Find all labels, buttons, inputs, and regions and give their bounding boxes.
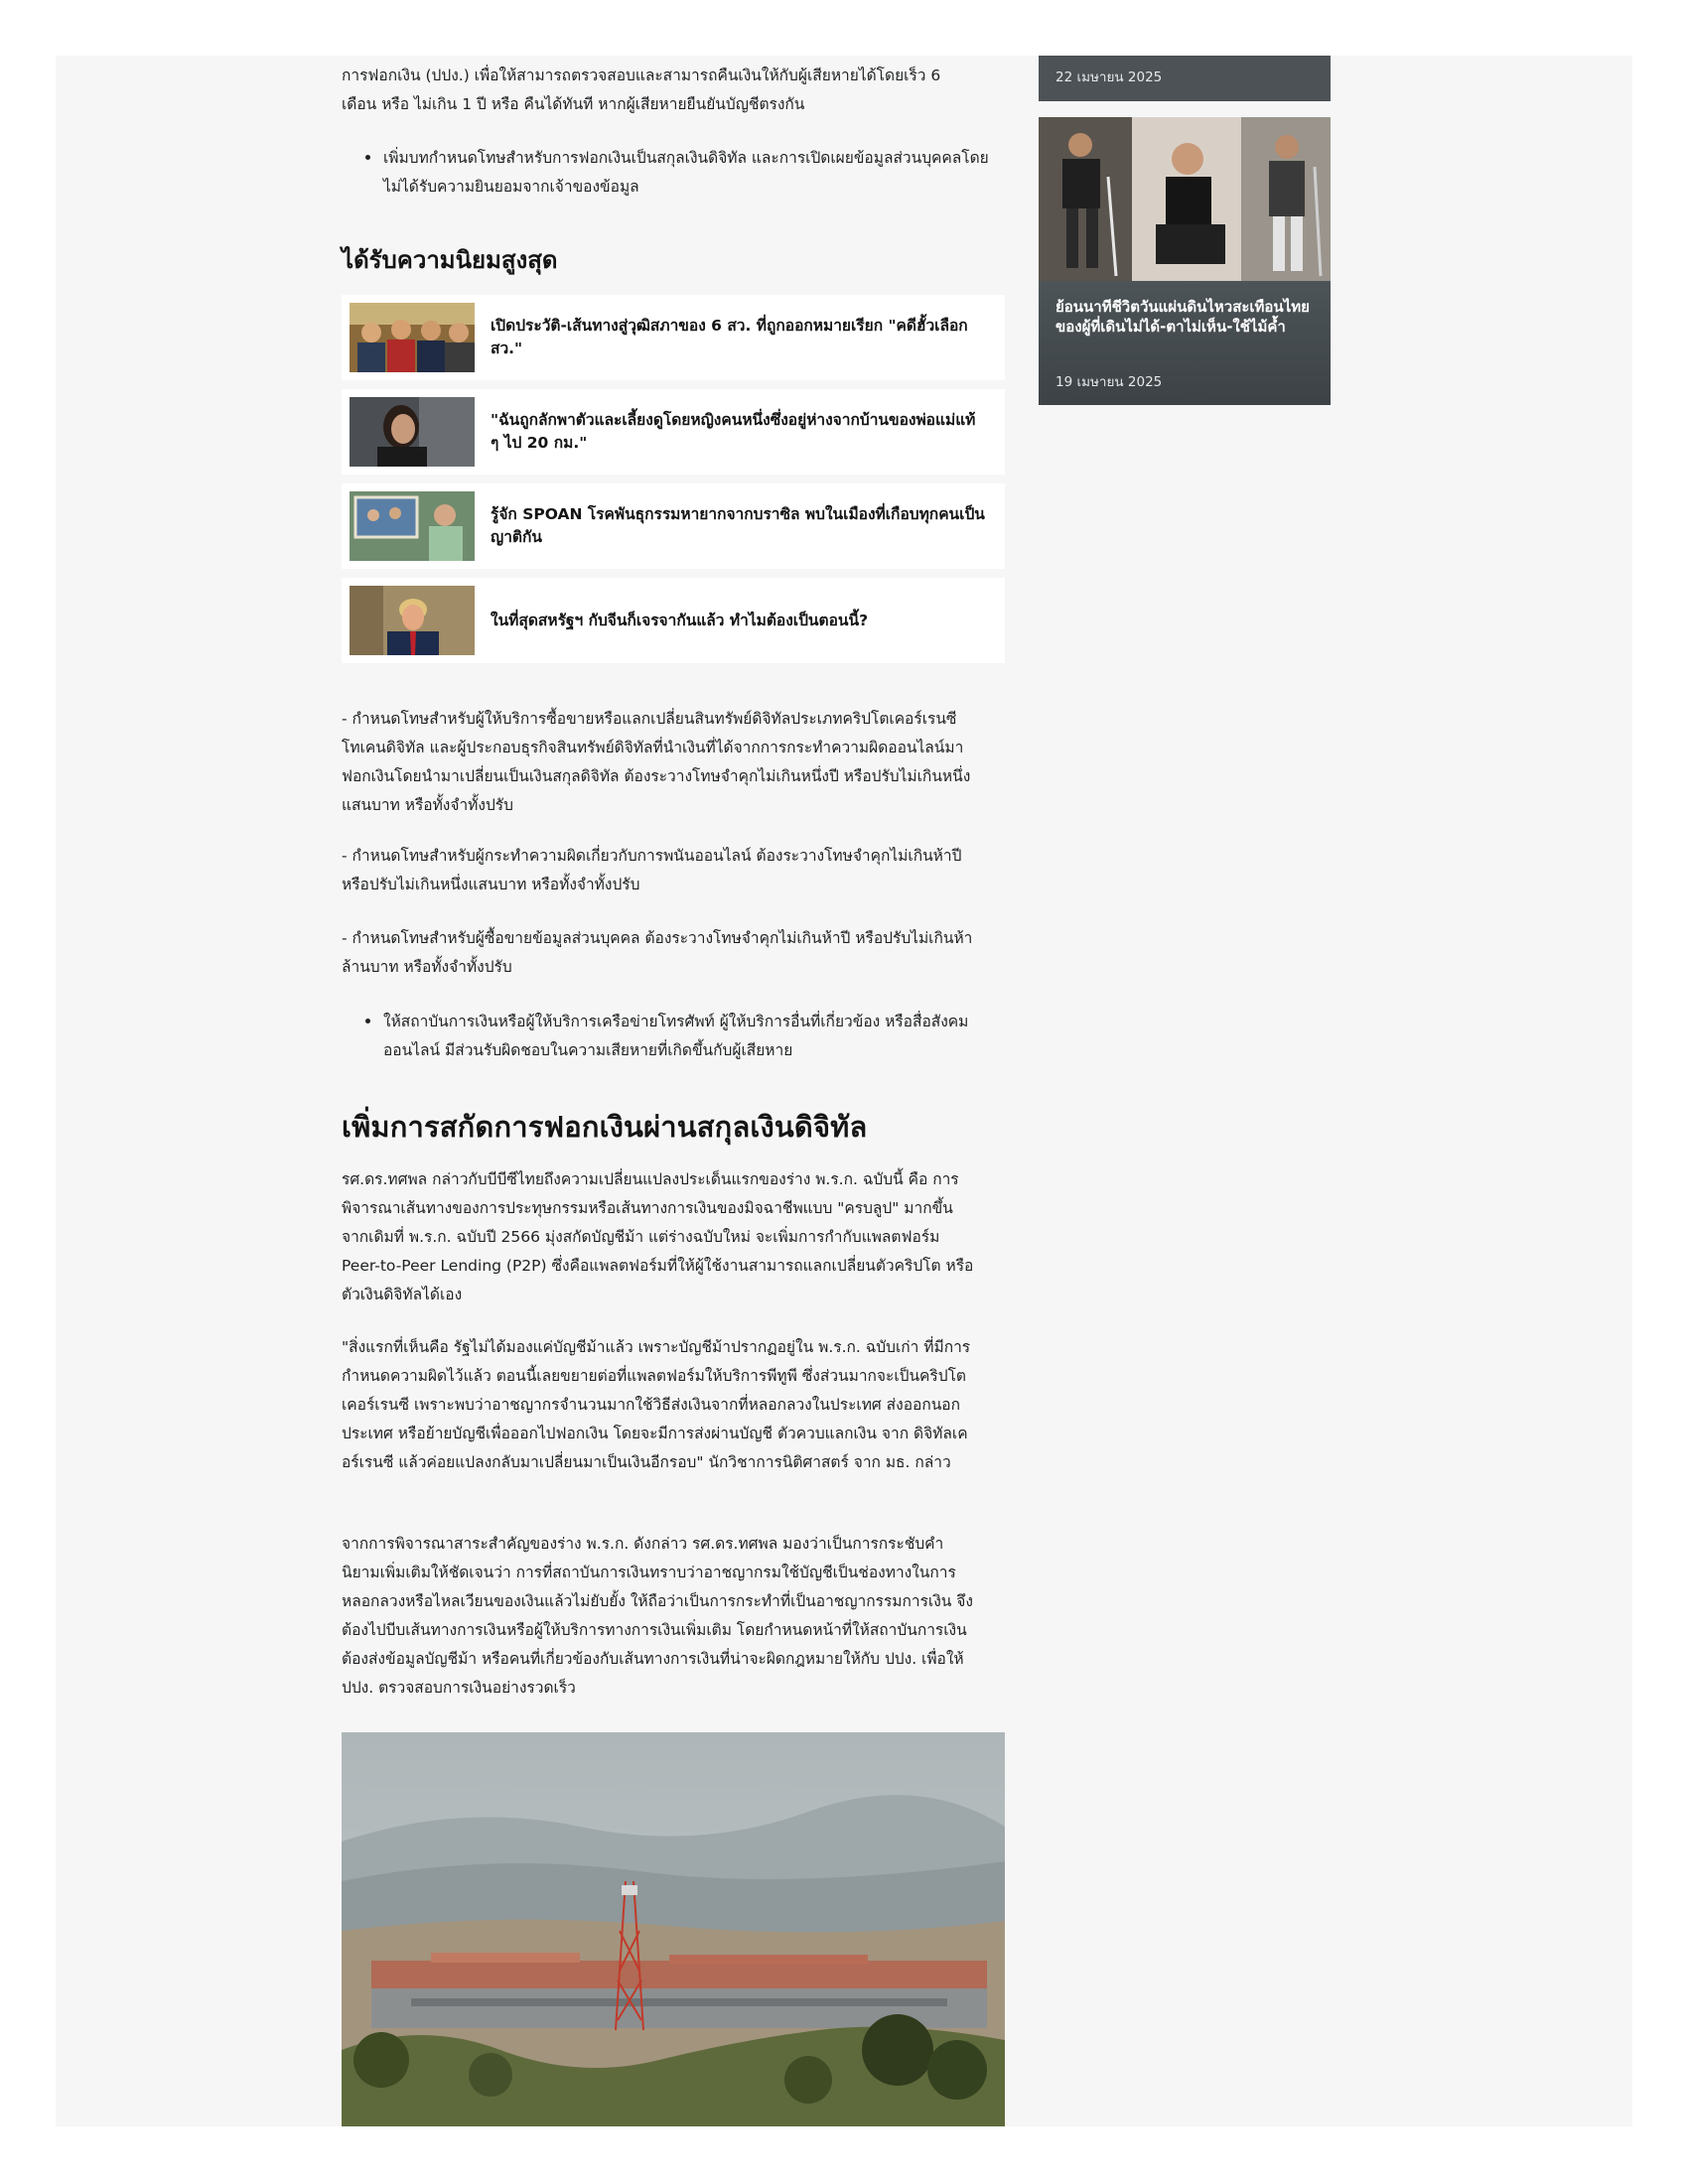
section-paragraph: จากการพิจารณาสาระสำคัญของร่าง พ.ร.ก. ดังกล่าว รศ.ดร.ทศพล มองว่าเป็นการกระชับคำนิยามเพิ่มเติมให้ชัดเจนว่า การที่สถาบันการเงินทราบว่าอาชญากรมใช้บัญชีเป็นช่องทางในการหลอกลวงหรือไหลเวียนของเงินแล้วไม่ยับยั้ง ให้ถือว่าเป็นการกระทำที่เป็นอาชญากรรมการเงิน จึงต้องไปบีบเส้นทางการเงินหรือผู้ให้บริการทางการเงินเพิ่มเติม โดยกำหนดหน้าที่ให้สถาบันการเงินต้องส่งข้อมูลบัญชีม้า หรือคนที่เกี่ยวข้องกับเส้นทางการเงินที่น่าจะผิดกฎหมายให้กับ ปปง. เพื่อให้ ปปง. ตรวจสอบการเงินอย่างรวดเร็ว: [342, 1535, 973, 1697]
card-title[interactable]: ย้อนนาทีชีวิตวันแผ่นดินไหวสะเทือนไทยของผู้ที่เดินไม่ได้-ตาไม่เห็น-ใช้ไม้ค้ำ: [1055, 298, 1310, 336]
popular-item[interactable]: [342, 483, 1005, 569]
section-paragraph: รศ.ดร.ทศพล กล่าวกับบีบีซีไทยถึงความเปลี่ยนแปลงประเด็นแรกของร่าง พ.ร.ก. ฉบับนี้ คือ การพิจารณาเส้นทางของการประทุษกรรมหรือเส้นทางการเงินของมิจฉาชีพแบบ "ครบลูป" มากขึ้น จากเดิมที่ พ.ร.ก. ฉบับปี 2566 มุ่งสกัดบัญชีม้า แต่ร่างฉบับใหม่ จะเพิ่มการกำกับแพลตฟอร์ม Peer-to-Peer Lending (P2P) ซึ่งคือแพลตฟอร์มที่ให้ผู้ใช้งานสามารถแลกเปลี่ยนตัวคริปโต หรือตัวเงินดิจิทัลได้เอง: [342, 1170, 974, 1303]
section-paragraph: "สิ่งแรกที่เห็นคือ รัฐไม่ได้มองแค่บัญชีม้าแล้ว เพราะบัญชีม้าปรากฏอยู่ใน พ.ร.ก. ฉบับเก่า ที่มีการกำหนดความผิดไว้แล้ว ตอนนี้เลยขยายต่อที่แพลตฟอร์มให้บริการพีทูพี ซึ่งส่วนมากจะเป็นคริปโตเคอร์เรนซี เพราะพบว่าอาชญากรจำนวนมากใช้วิธีส่งเงินจากที่หลอกลวงในประเทศ ส่งออกนอกประเทศ หรือย้ายบัญชีเพื่อออกไปฟอกเงิน โดยจะมีการส่งผ่านบัญชี ตัวควบแลกเงิน จาก ดิจิทัลเคอร์เรนซี แล้วค่อยแปลงกลับมาเปลี่ยนมาเป็นเงินอีกรอบ" นักวิชาการนิติศาสตร์ จาก มธ. กล่าว: [342, 1338, 971, 1471]
popular-thumbnail: [350, 397, 475, 467]
popular-thumbnail: [350, 586, 475, 655]
popular-thumbnail: [350, 303, 475, 372]
popular-thumbnail: [350, 491, 475, 561]
card-date: 19 เมษายน 2025: [1055, 374, 1163, 390]
popular-title[interactable]: เปิดประวัติ-เส้นทางสู่วุฒิสภาของ 6 สว. ที่ถูกออกหมายเรียก "คดีฮั้วเลือก สว.": [491, 317, 968, 357]
data-paragraph: - กำหนดโทษสำหรับผู้ซื้อขายข้อมูลส่วนบุคคล ต้องระวางโทษจำคุกไม่เกินห้าปี หรือปรับไม่เกินห้าล้านบาท หรือทั้งจำทั้งปรับ: [342, 929, 973, 976]
article-page: [56, 56, 1632, 2126]
card-date: 22 เมษายน 2025: [1055, 69, 1163, 85]
bullet-item: ให้สถาบันการเงินหรือผู้ให้บริการเครือข่ายโทรศัพท์ ผู้ให้บริการอื่นที่เกี่ยวข้อง หรือสื่อสังคมออนไลน์ มีส่วนรับผิดชอบในความเสียหายที่เกิดขึ้นกับผู้เสียหาย: [342, 1008, 995, 1065]
popular-item[interactable]: [342, 578, 1005, 663]
crypto-paragraph: - กำหนดโทษสำหรับผู้ให้บริการซื้อขายหรือแลกเปลี่ยนสินทรัพย์ดิจิทัลประเภทคริปโตเคอร์เรนซี โทเคนดิจิทัล และผู้ประกอบธุรกิจสินทรัพย์ดิจิทัลที่นำเงินที่ได้จากการกระทำความผิดออนไลน์มาฟอกเงินโดยนำมาเปลี่ยนเป็นเงินสกุลดิจิทัล ต้องระวางโทษจำคุกไม่เกินหนึ่งปี หรือปรับไม่เกินหนึ่งแสนบาท หรือทั้งจำทั้งปรับ: [342, 710, 971, 814]
sidebar: [1039, 56, 1331, 405]
gambling-paragraph: - กำหนดโทษสำหรับผู้กระทำความผิดเกี่ยวกับการพนันออนไลน์ ต้องระวางโทษจำคุกไม่เกินห้าปีหรือปรับไม่เกินหนึ่งแสนบาท หรือทั้งจำทั้งปรับ: [342, 847, 962, 893]
popular-heading: ได้รับความนิยมสูงสุด: [342, 246, 558, 274]
popular-title[interactable]: รู้จัก SPOAN โรคพันธุกรรมหายากจากบราซิล พบในเมืองที่เกือบทุกคนเป็นญาติกัน: [491, 505, 985, 546]
card-image: [1039, 117, 1331, 281]
section-heading: เพิ่มการสกัดการฟอกเงินผ่านสกุลเงินดิจิทัล: [342, 1110, 868, 1144]
popular-title[interactable]: ในที่สุดสหรัฐฯ กับจีนก็เจรจากันแล้ว ทำไมต้องเป็นตอนนี้?: [491, 611, 869, 629]
popular-item[interactable]: [342, 295, 1005, 380]
popular-list: [342, 295, 1005, 663]
related-card[interactable]: [1039, 56, 1331, 101]
bullet-item: เพิ่มบทกำหนดโทษสำหรับการฟอกเงินเป็นสกุลเงินดิจิทัล และการเปิดเผยข้อมูลส่วนบุคคลโดยไม่ได้รับความยินยอมจากเจ้าของข้อมูล: [342, 144, 995, 202]
popular-title[interactable]: "ฉันถูกลักพาตัวและเลี้ยงดูโดยหญิงคนหนึ่งซึ่งอยู่ห่างจากบ้านของพ่อแม่แท้ ๆ ไป 20 กม.": [491, 411, 976, 452]
article-photo: [342, 1732, 1005, 2126]
popular-item[interactable]: [342, 389, 1005, 475]
related-card[interactable]: [1039, 117, 1331, 405]
intro-paragraph: การฟอกเงิน (ปปง.) เพื่อให้สามารถตรวจสอบและสามารถคืนเงินให้กับผู้เสียหายได้โดยเร็ว 6 เดือน หรือ ไม่เกิน 1 ปี หรือ คืนได้ทันที หากผู้เสียหายยืนยันบัญชีตรงกัน: [342, 67, 941, 113]
